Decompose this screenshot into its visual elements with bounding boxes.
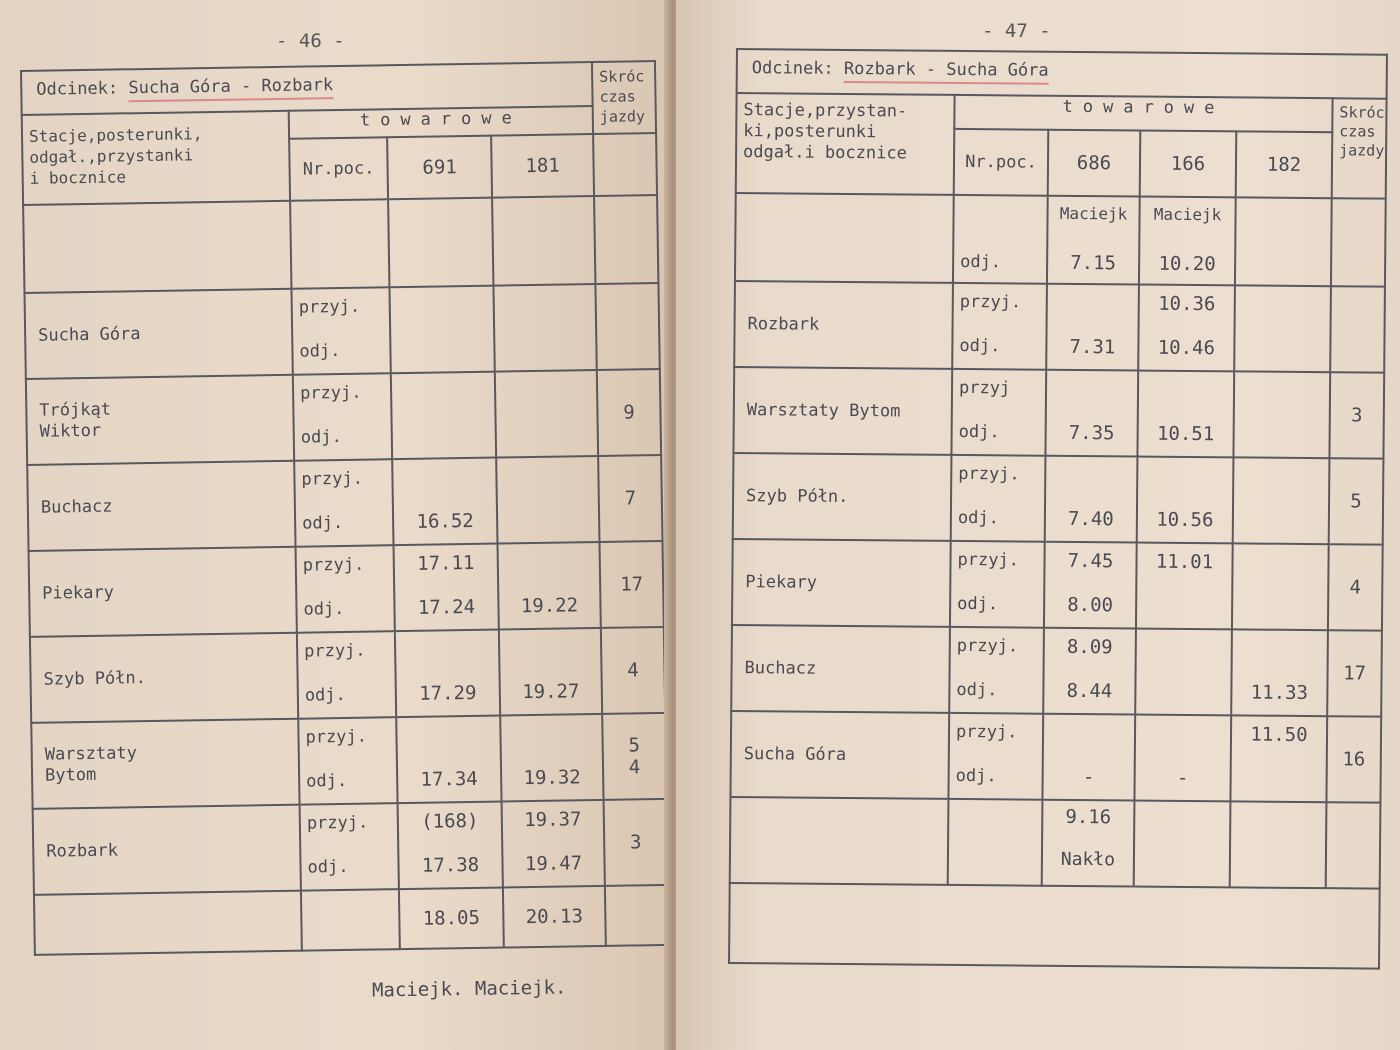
arrival-time <box>500 637 600 639</box>
train-times <box>1230 715 1327 802</box>
departure-time: 10.46 <box>1157 336 1216 360</box>
train-times <box>495 370 598 458</box>
train-number: 182 <box>1236 131 1333 198</box>
station-row <box>33 799 668 895</box>
departure-label: odj. <box>300 426 342 448</box>
train-times <box>1137 371 1234 458</box>
train-times <box>1138 285 1235 372</box>
departure-label: odj. <box>306 770 348 792</box>
timetable-right <box>728 48 1388 970</box>
travel-time: 4 <box>1328 544 1383 630</box>
arrival-time <box>501 723 601 725</box>
arrival-time <box>496 379 596 381</box>
train-times <box>391 372 496 460</box>
right-page <box>676 0 1400 1050</box>
arrival-departure-labels <box>949 627 1044 714</box>
station-name: Buchacz <box>27 461 295 551</box>
arrival-time <box>392 381 494 383</box>
departure-time <box>1136 682 1230 683</box>
departure-time <box>1234 510 1328 511</box>
origin-station: Maciejk <box>1153 204 1222 225</box>
departure-time: 10.56 <box>1156 508 1214 532</box>
arrival-time <box>499 551 599 553</box>
arrival-time <box>393 467 495 469</box>
arrival-departure-labels <box>952 283 1047 370</box>
stations-header: Stacje,posterunki, odgał.,przystanki i bocznice <box>22 111 290 205</box>
train-number: 686 <box>1048 130 1141 197</box>
station-name: Piekary <box>29 547 297 637</box>
arrival-departure-labels <box>948 713 1043 800</box>
travel-time: 5 4 <box>602 713 666 800</box>
travel-time-header: Skróc czas jazdy <box>592 61 656 134</box>
destination-station: Nakło <box>1060 848 1116 871</box>
destination-note: Maciejk. Maciejk. <box>371 976 567 1002</box>
arrival-time: 7.45 <box>1067 549 1114 573</box>
departure-time: 11.33 <box>1250 681 1309 705</box>
arrival-time: 19.37 <box>524 808 582 832</box>
station-name: Warsztaty Bytom <box>31 719 299 809</box>
arrival-departure-labels <box>293 373 392 461</box>
departure-time <box>497 423 597 425</box>
departure-time: 17.29 <box>419 681 477 705</box>
arrival-label: przyj. <box>958 463 1020 485</box>
section-title <box>737 49 1387 99</box>
arrival-departure-labels <box>296 545 395 633</box>
station-row <box>731 625 1382 717</box>
departure-time: 7.40 <box>1067 507 1114 531</box>
arrival-time <box>1136 724 1230 725</box>
train-number: 166 <box>1140 131 1237 198</box>
section-route: Rozbark - Sucha Góra <box>844 59 1049 85</box>
departure-time: 19.27 <box>522 680 580 704</box>
section-route: Sucha Góra - Rozbark <box>128 75 333 102</box>
station-row <box>31 713 666 809</box>
arrival-time: 9.16 <box>1065 805 1112 829</box>
station-name: Buchacz <box>731 625 950 713</box>
departure-label: odj. <box>299 341 341 362</box>
train-number: 181 <box>491 134 594 198</box>
departure-label: odj. <box>955 765 997 787</box>
travel-time: 16 <box>1326 716 1381 802</box>
departure-time: 7.31 <box>1069 335 1116 359</box>
arrival-time: (168) <box>421 809 479 833</box>
arrival-label: przyj. <box>306 812 369 834</box>
train-times <box>394 544 499 632</box>
train-times <box>395 630 500 718</box>
arrival-label: przyj. <box>955 721 1018 743</box>
train-times <box>1042 714 1135 801</box>
departure-time: 7.35 <box>1068 421 1115 445</box>
train-number-label: Nr.poc. <box>289 137 388 201</box>
departure-label: odj. <box>302 512 344 534</box>
group-header: towarowe <box>289 106 593 139</box>
station-row <box>29 541 664 637</box>
arrival-time <box>1137 638 1231 639</box>
arrival-label: przyj. <box>957 549 1020 571</box>
departure-time <box>495 337 595 339</box>
travel-time-header: Skróc czas jazdy <box>1332 98 1387 198</box>
arrival-departure-labels <box>294 459 393 547</box>
station-row <box>733 453 1384 545</box>
train-times <box>500 714 603 802</box>
departure-time <box>1233 596 1327 597</box>
train-times <box>1231 629 1328 716</box>
arrival-time <box>1048 293 1138 294</box>
train-times <box>1137 457 1234 544</box>
departure-label: odj. <box>958 421 1000 443</box>
arrival-time <box>1044 723 1134 724</box>
arrival-departure-labels <box>951 369 1046 456</box>
arrival-time <box>1047 379 1137 380</box>
arrival-label: przyj. <box>304 640 366 662</box>
station-row <box>733 367 1384 459</box>
station-name: Trójkąt Wiktor <box>26 375 294 465</box>
departure-time: 10.20 <box>1158 252 1216 276</box>
train-times <box>398 802 503 890</box>
page-number: - 46 - <box>276 30 345 52</box>
arrival-time: 8.09 <box>1066 635 1113 659</box>
travel-time <box>595 283 659 370</box>
arrival-time <box>1235 380 1329 381</box>
travel-time: 17 <box>1327 630 1382 716</box>
station-name: Piekary <box>732 539 951 627</box>
arrival-departure-labels <box>297 631 396 719</box>
travel-time: 7 <box>598 455 662 542</box>
departure-time: 19.47 <box>524 852 583 876</box>
train-times <box>1232 543 1329 630</box>
arrival-departure-labels <box>291 287 390 375</box>
station-row <box>730 711 1381 803</box>
time-cell <box>593 133 657 196</box>
station-row <box>25 283 660 379</box>
arrival-label: przyj. <box>305 726 368 748</box>
departure-time: 16.52 <box>416 509 474 533</box>
departure-time <box>393 425 495 427</box>
departure-label: odj. <box>957 593 999 615</box>
departure-time: 17.24 <box>417 595 476 619</box>
arrival-time: 11.50 <box>1250 723 1308 747</box>
departure-time <box>498 509 598 511</box>
train-times <box>1234 285 1331 372</box>
arrival-time <box>396 639 498 641</box>
station-row <box>732 539 1383 631</box>
departure-time: 8.44 <box>1066 679 1113 703</box>
station-name: Rozbark <box>734 281 953 369</box>
stations-header: Stacje,przystan- ki,posterunki odgał.i bocznice <box>736 93 955 195</box>
departure-time: 8.00 <box>1067 593 1114 617</box>
section-label: Odcinek: <box>36 78 119 100</box>
arrival-label: przyj. <box>299 382 362 404</box>
travel-time: 9 <box>597 369 661 456</box>
train-times <box>1045 456 1138 543</box>
station-name: Sucha Góra <box>730 711 949 799</box>
arrival-time <box>1234 552 1328 553</box>
station-row <box>30 627 665 723</box>
train-times <box>502 800 605 888</box>
arrival-label: przyj <box>958 377 1011 399</box>
travel-time: 4 <box>601 627 665 714</box>
travel-time <box>1330 286 1385 372</box>
page-number: - 47 - <box>982 20 1051 42</box>
departure-time: 19.32 <box>523 766 581 790</box>
station-name: Szyb Półn. <box>30 633 298 723</box>
departure-label: odj. <box>959 335 1001 357</box>
arrival-time <box>1234 466 1328 467</box>
departure-label: odj. <box>957 507 999 529</box>
arrival-time <box>1139 380 1233 381</box>
departure-time <box>391 339 493 341</box>
train-times <box>389 286 494 374</box>
departure-time: 17.38 <box>421 853 480 877</box>
arrival-time <box>1236 294 1330 295</box>
arrival-time: 10.36 <box>1158 292 1216 316</box>
arrival-departure-labels <box>300 803 399 891</box>
arrival-label: przyj. <box>301 468 364 490</box>
departure-time: 7.15 <box>1070 251 1117 275</box>
departure-time <box>1137 596 1231 597</box>
left-page <box>0 0 672 1050</box>
departure-time: 17.34 <box>420 767 478 791</box>
station-name: Warsztaty Bytom <box>733 367 952 455</box>
arrival-time <box>391 295 493 297</box>
train-times <box>1043 628 1136 715</box>
station-row <box>734 281 1385 373</box>
train-times <box>1045 370 1138 457</box>
station-name: Rozbark <box>33 805 301 895</box>
train-times <box>497 542 600 630</box>
origin-station: Maciejk <box>1059 203 1128 224</box>
train-number: 691 <box>387 136 492 200</box>
train-times <box>496 456 599 544</box>
arrival-time: 17.11 <box>417 551 475 575</box>
train-times <box>1046 284 1139 371</box>
arrival-time <box>1233 638 1327 639</box>
departure-time: - <box>1082 766 1095 789</box>
arrival-label: przyj. <box>302 554 365 576</box>
arrival-departure-labels <box>298 717 397 805</box>
group-header: towarowe <box>954 95 1332 132</box>
timetable-left <box>20 60 670 956</box>
departure-time: 19.22 <box>520 594 579 618</box>
travel-time: 3 <box>604 799 668 886</box>
train-number-label: Nr.poc. <box>954 129 1049 196</box>
arrival-label: przyj. <box>956 635 1019 657</box>
train-times <box>392 458 497 546</box>
arrival-time: 11.01 <box>1155 550 1214 574</box>
station-row <box>26 369 661 465</box>
travel-time: 17 <box>600 541 664 628</box>
arrival-time <box>397 725 499 727</box>
departure-label: odj. <box>304 684 346 706</box>
arrival-departure-labels <box>950 541 1045 628</box>
departure-label: odj. <box>307 856 349 878</box>
train-times <box>1134 715 1231 802</box>
section-label: Odcinek: <box>751 58 834 79</box>
arrival-time <box>1046 465 1136 466</box>
arrival-label: przyj. <box>298 296 361 318</box>
arrival-label: przyj. <box>959 291 1022 313</box>
arrival-time <box>1138 466 1232 467</box>
travel-time: 3 <box>1329 372 1384 458</box>
train-times <box>499 628 602 716</box>
departure-time: 10.51 <box>1156 422 1215 446</box>
departure-time <box>1235 338 1329 339</box>
train-times <box>1135 629 1232 716</box>
train-times <box>1233 457 1330 544</box>
departure-label: odj. <box>960 251 1002 273</box>
train-times <box>493 284 596 372</box>
departure-label: odj. <box>956 679 998 701</box>
station-name: Szyb Półn. <box>733 453 952 541</box>
train-times <box>396 716 501 804</box>
train-times <box>1136 543 1233 630</box>
station-name: Sucha Góra <box>25 289 293 379</box>
station-row <box>27 455 662 551</box>
arrival-time: 20.13 <box>503 886 606 948</box>
departure-time <box>1235 424 1329 425</box>
departure-time <box>1232 768 1326 769</box>
departure-label: odj. <box>303 598 345 620</box>
departure-time: - <box>1176 766 1189 789</box>
arrival-time <box>495 293 595 295</box>
travel-time: 5 <box>1329 458 1384 544</box>
train-times <box>1044 542 1137 629</box>
train-times <box>1233 371 1330 458</box>
arrival-time <box>497 465 597 467</box>
arrival-time: 18.05 <box>399 888 504 950</box>
arrival-departure-labels <box>951 455 1046 542</box>
